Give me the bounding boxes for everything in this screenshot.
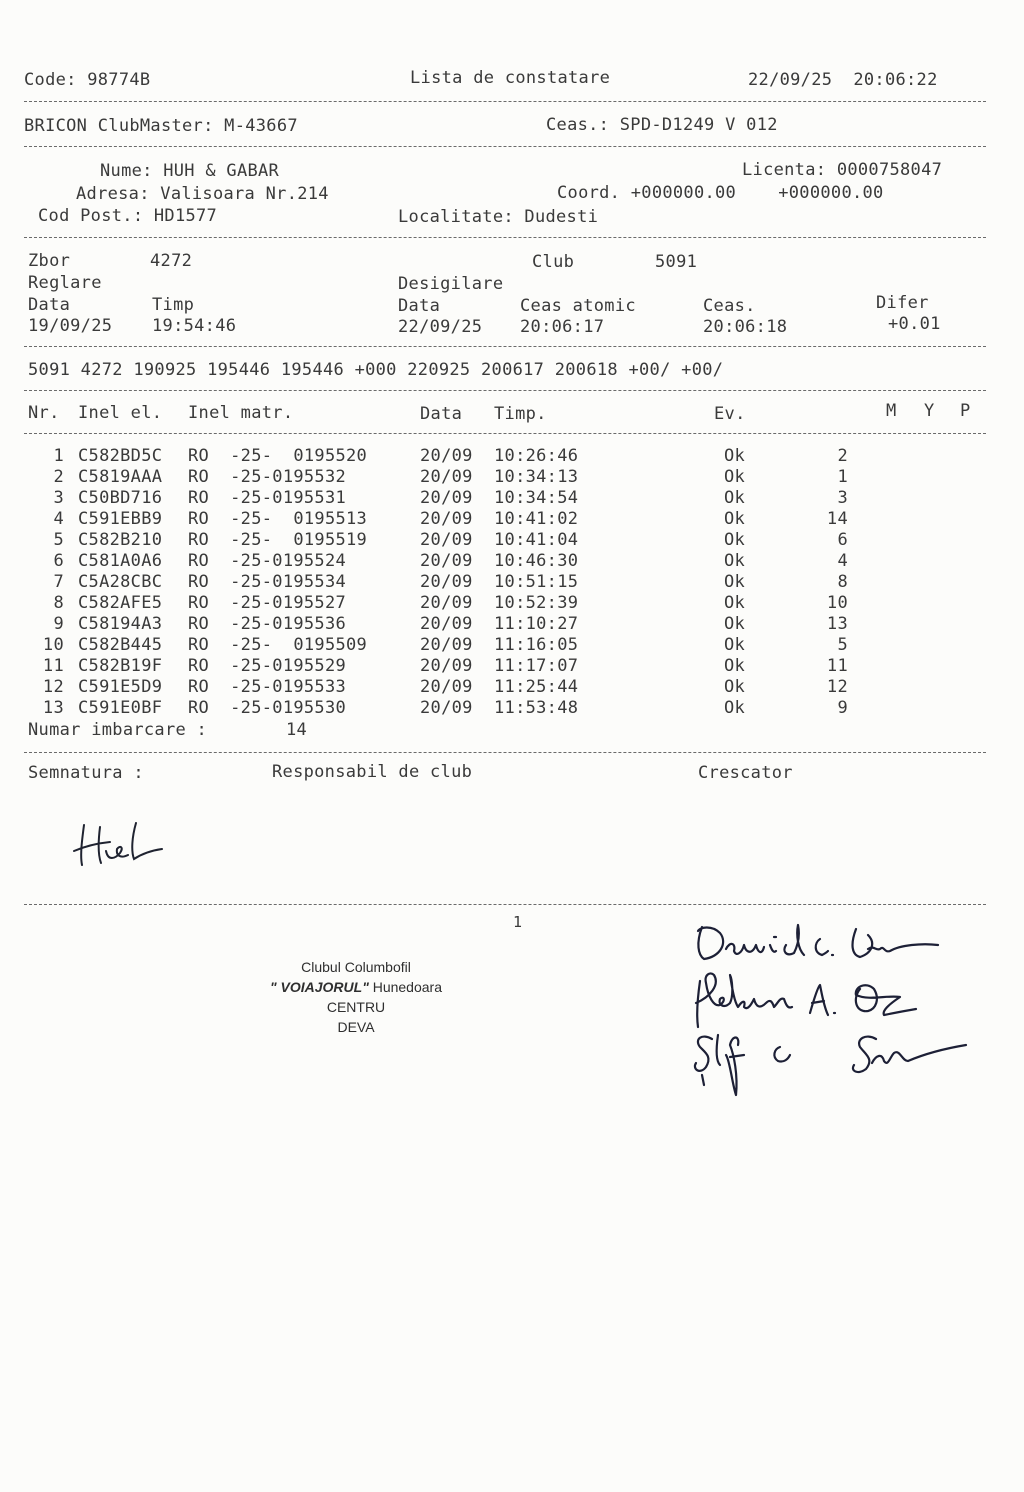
numar-imbarcare-value: 14 [286, 720, 308, 740]
row-data: 20/09 [420, 467, 473, 487]
divider [24, 904, 986, 905]
row-inel-matr: RO -25- 0195509 [188, 635, 368, 655]
report-datetime: 22/09/25 20:06:22 [748, 70, 938, 90]
row-timp: 10:34:54 [494, 488, 579, 508]
row-data: 20/09 [420, 635, 473, 655]
divider [24, 752, 986, 753]
row-nr: 2 [53, 467, 64, 487]
row-value: 5 [837, 635, 848, 655]
stamp-line-2: " VOIAJORUL" Hunedoara [269, 979, 442, 995]
row-data: 20/09 [420, 698, 473, 718]
row-inel-el: C5A28CBC [78, 572, 163, 592]
row-timp: 11:25:44 [494, 677, 579, 697]
row-ev: Ok [724, 467, 746, 487]
row-ev: Ok [724, 551, 746, 571]
divider [24, 237, 986, 238]
ceas-atomic-value: 20:06:17 [520, 317, 605, 337]
col-inel-el: Inel el. [78, 403, 163, 423]
row-inel-el: C591EBB9 [78, 509, 163, 529]
responsabil-club-label: Responsabil de club [272, 762, 473, 782]
row-nr: 4 [53, 509, 64, 529]
ceas-value: 20:06:18 [703, 317, 788, 337]
row-value: 10 [826, 593, 848, 613]
row-inel-matr: RO -25-0195533 [188, 677, 347, 697]
row-inel-el: C582B19F [78, 656, 163, 676]
club-label: Club [532, 252, 575, 272]
row-value: 8 [837, 572, 848, 592]
owner-coord: Coord. +000000.00 +000000.00 [557, 183, 884, 203]
row-timp: 10:41:04 [494, 530, 579, 550]
desigilare-data: 22/09/25 [398, 317, 483, 337]
row-data: 20/09 [420, 593, 473, 613]
row-value: 2 [837, 446, 848, 466]
row-data: 20/09 [420, 530, 473, 550]
col-ev: Ev. [714, 404, 746, 424]
semnatura-label: Semnatura : [28, 763, 144, 783]
handwritten-signatures-right [690, 915, 980, 1105]
row-ev: Ok [724, 698, 746, 718]
row-timp: 11:10:27 [494, 614, 579, 634]
row-inel-matr: RO -25-0195532 [188, 467, 347, 487]
desigilare-label: Desigilare [398, 274, 504, 294]
difer-value: +0.01 [888, 314, 941, 334]
row-ev: Ok [724, 677, 746, 697]
row-ev: Ok [724, 635, 746, 655]
row-timp: 10:26:46 [494, 446, 579, 466]
row-timp: 10:51:15 [494, 572, 579, 592]
row-ev: Ok [724, 593, 746, 613]
row-timp: 11:17:07 [494, 656, 579, 676]
zbor-value: 4272 [150, 251, 193, 271]
row-data: 20/09 [420, 614, 473, 634]
report-title: Lista de constatare [410, 68, 611, 88]
club-stamp [256, 957, 456, 1037]
row-timp: 11:53:48 [494, 698, 579, 718]
row-ev: Ok [724, 509, 746, 529]
desigilare-data-label: Data [398, 296, 441, 316]
handwritten-signature-left [70, 815, 170, 875]
row-data: 20/09 [420, 677, 473, 697]
row-value: 14 [826, 509, 848, 529]
col-data: Data [420, 404, 463, 424]
row-inel-matr: RO -25-0195530 [188, 698, 347, 718]
row-timp: 10:46:30 [494, 551, 579, 571]
row-nr: 8 [53, 593, 64, 613]
row-inel-matr: RO -25-0195534 [188, 572, 347, 592]
row-value: 4 [837, 551, 848, 571]
row-inel-el: C591E0BF [78, 698, 163, 718]
row-nr: 5 [53, 530, 64, 550]
row-timp: 11:16:05 [494, 635, 579, 655]
row-inel-el: C50BD716 [78, 488, 163, 508]
owner-locality: Localitate: Dudesti [398, 207, 599, 227]
divider [24, 346, 986, 347]
row-timp: 10:41:02 [494, 509, 579, 529]
row-nr: 1 [53, 446, 64, 466]
row-inel-matr: RO -25- 0195520 [188, 446, 368, 466]
row-value: 6 [837, 530, 848, 550]
owner-postcode: Cod Post.: HD1577 [38, 206, 218, 226]
reglare-timp-label: Timp [152, 295, 195, 315]
row-nr: 12 [42, 677, 64, 697]
stamp-line-4: DEVA [337, 1019, 375, 1035]
divider [24, 433, 986, 434]
row-ev: Ok [724, 488, 746, 508]
reglare-label: Reglare [28, 273, 102, 293]
reglare-data-label: Data [28, 295, 71, 315]
row-inel-el: C5819AAA [78, 467, 163, 487]
row-inel-el: C582BD5C [78, 446, 163, 466]
row-nr: 3 [53, 488, 64, 508]
row-inel-matr: RO -25-0195531 [188, 488, 347, 508]
row-value: 3 [837, 488, 848, 508]
clock-id: Ceas.: SPD-D1249 V 012 [546, 115, 778, 135]
col-nr: Nr. [28, 403, 60, 423]
row-data: 20/09 [420, 551, 473, 571]
row-inel-el: C582B210 [78, 530, 163, 550]
report-code: Code: 98774B [24, 70, 151, 90]
row-inel-el: C582B445 [78, 635, 163, 655]
col-p: P [960, 401, 971, 421]
owner-address: Adresa: Valisoara Nr.214 [76, 184, 329, 204]
row-ev: Ok [724, 614, 746, 634]
col-timp: Timp. [494, 404, 547, 424]
row-data: 20/09 [420, 488, 473, 508]
stamp-line-3: CENTRU [326, 999, 386, 1015]
encoded-flight-line: 5091 4272 190925 195446 195446 +000 220925 200617 200618 +00/ +00/ [28, 360, 724, 380]
numar-imbarcare-label: Numar imbarcare : [28, 720, 208, 740]
crescator-label: Crescator [698, 763, 793, 783]
row-data: 20/09 [420, 509, 473, 529]
ceas-atomic-label: Ceas atomic [520, 296, 636, 316]
divider [24, 390, 986, 391]
club-value: 5091 [655, 252, 698, 272]
row-value: 1 [837, 467, 848, 487]
owner-license: Licenta: 0000758047 [742, 160, 943, 180]
row-ev: Ok [724, 572, 746, 592]
row-value: 12 [826, 677, 848, 697]
page-number: 1 [513, 913, 523, 931]
clubmaster-id: BRICON ClubMaster: M-43667 [24, 116, 298, 136]
row-nr: 11 [42, 656, 64, 676]
row-data: 20/09 [420, 572, 473, 592]
row-inel-el: C581A0A6 [78, 551, 163, 571]
row-value: 11 [826, 656, 848, 676]
row-nr: 9 [53, 614, 64, 634]
row-ev: Ok [724, 446, 746, 466]
row-inel-matr: RO -25-0195524 [188, 551, 347, 571]
row-nr: 6 [53, 551, 64, 571]
reglare-data: 19/09/25 [28, 316, 113, 336]
zbor-label: Zbor [28, 251, 71, 271]
row-inel-el: C582AFE5 [78, 593, 163, 613]
col-y: Y [924, 401, 935, 421]
divider [24, 101, 986, 102]
ceas-label: Ceas. [703, 296, 756, 316]
row-ev: Ok [724, 656, 746, 676]
reglare-timp: 19:54:46 [152, 316, 237, 336]
row-nr: 7 [53, 572, 64, 592]
row-inel-matr: RO -25-0195536 [188, 614, 347, 634]
row-inel-matr: RO -25- 0195519 [188, 530, 368, 550]
difer-label: Difer [876, 293, 929, 313]
row-inel-matr: RO -25- 0195513 [188, 509, 368, 529]
row-value: 9 [837, 698, 848, 718]
divider [24, 146, 986, 147]
row-nr: 13 [42, 698, 64, 718]
row-inel-matr: RO -25-0195527 [188, 593, 347, 613]
row-ev: Ok [724, 530, 746, 550]
owner-name: Nume: HUH & GABAR [100, 161, 280, 181]
row-value: 13 [826, 614, 848, 634]
row-timp: 10:34:13 [494, 467, 579, 487]
stamp-line-1: Clubul Columbofil [301, 959, 411, 975]
row-data: 20/09 [420, 446, 473, 466]
row-nr: 10 [42, 635, 64, 655]
col-m: M [886, 401, 897, 421]
row-timp: 10:52:39 [494, 593, 579, 613]
row-data: 20/09 [420, 656, 473, 676]
row-inel-el: C58194A3 [78, 614, 163, 634]
row-inel-el: C591E5D9 [78, 677, 163, 697]
row-inel-matr: RO -25-0195529 [188, 656, 347, 676]
col-inel-matr: Inel matr. [188, 403, 294, 423]
